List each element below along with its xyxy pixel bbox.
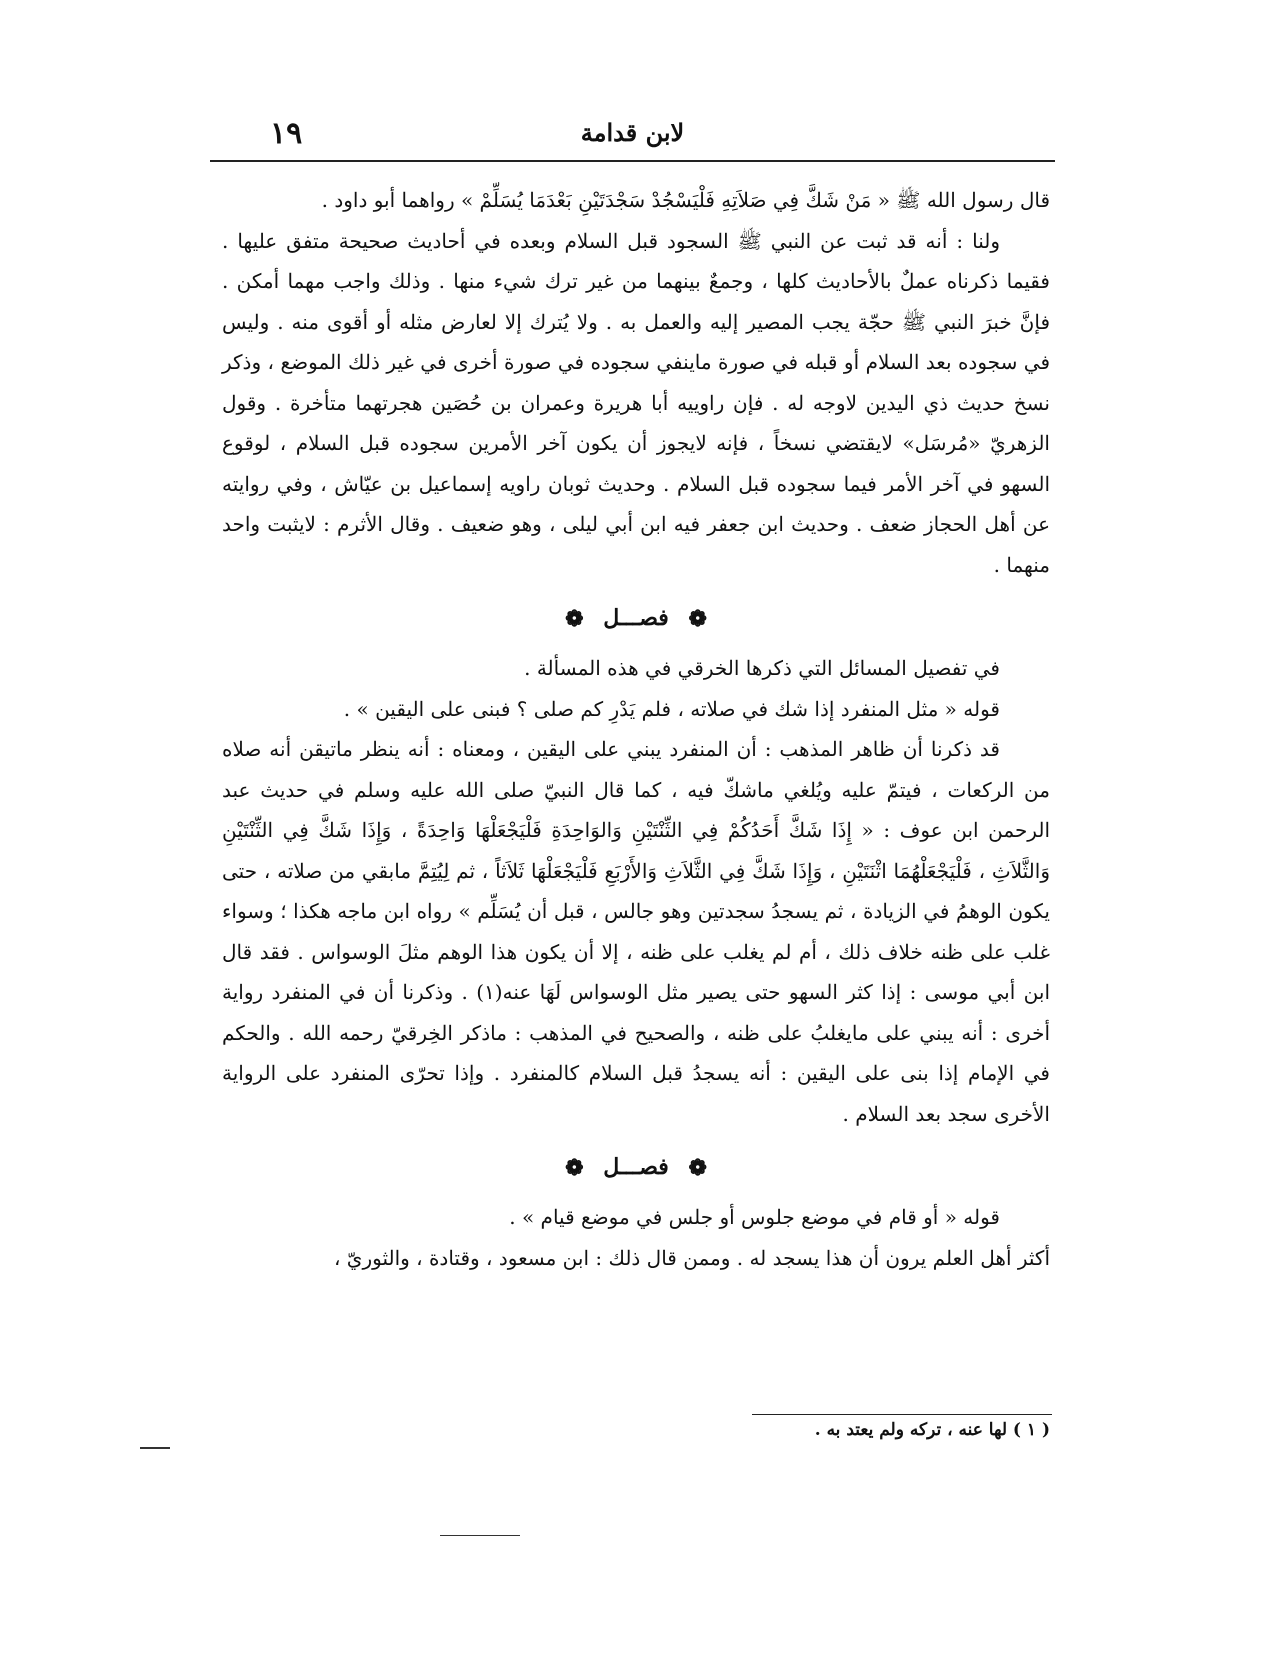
ornament-icon: ❁	[688, 606, 707, 632]
section-heading-label: فصـــل	[603, 1154, 669, 1180]
margin-mark	[140, 1447, 170, 1449]
section-heading-label: فصـــل	[603, 605, 669, 631]
bottom-rule	[440, 1535, 520, 1536]
page-header	[210, 110, 1055, 160]
section-intro: في تفصيل المسائل التي ذكرها الخرقي في هذه المسألة .	[524, 656, 1000, 680]
footnote-rule	[752, 1414, 1052, 1415]
paragraph-argument: ولنا : أنه قد ثبت عن النبي ﷺ السجود قبل السلام وبعده في أحاديث صحيحة متفق عليها . فقيما ذكرناه عملٌ بالأحاديث كلها ، وجمعٌ بينهما من غير ترك شيء منها . وذلك واجب مهما أمكن . فإنَّ خبرَ النبي ﷺ حجّة يجب المصير إليه والعمل به . ولا يُترك إلا لعارض مثله أو أقوى منه . وليس في سجوده بعد السلام أو قبله في صورة ماينفي سجوده في صورة أخرى في غير ذلك الموضع ، وذكر نسخ حديث ذي اليدين لاوجه له . فإن راوييه أبا هريرة وعمران بن حُصَين هجرتهما متأخرة . وقول الزهريّ «مُرسَل» لايقتضي نسخاً ، فإنه لايجوز أن يكون آخر الأمرين سجوده قبل السلام ، لوقوع السهو في آخر الأمر فيما سجوده قبل السلام . وحديث ثوبان راويه إسماعيل بن عيّاش ، وفي روايته عن أهل الحجاز ضعف . وحديث ابن جعفر فيه ابن أبي ليلى ، وهو ضعيف . وقال الأثرم : لايثبت واحد منهما .	[222, 228, 1050, 577]
ornament-icon: ❁	[565, 1155, 584, 1181]
section-quote: قوله « مثل المنفرد إذا شك في صلاته ، فلم يَدْرِ كم صلى ؟ فبنى على اليقين » .	[343, 696, 1000, 721]
running-title: لابن قدامة	[580, 118, 685, 147]
section-quote: قوله « أو قام في موضع جلوس أو جلس في موضع قيام » .	[509, 1205, 1000, 1229]
main-text	[222, 180, 1050, 1278]
ornament-icon: ❁	[688, 1155, 707, 1181]
section-heading-1	[222, 595, 1050, 642]
header-rule	[210, 160, 1055, 162]
section-body: أكثر أهل العلم يرون أن هذا يسجد له . وممن قال ذلك : ابن مسعود ، وقتادة ، والثوريّ ،	[333, 1245, 1050, 1270]
footnote: ( ١ ) لها عنه ، تركه ولم يعتد به .	[814, 1420, 1050, 1440]
paragraph-hadith-quote: قال رسول الله ﷺ « مَنْ شَكَّ فِي صَلاَتِهِ فَلْيَسْجُدْ سَجْدَتَيْنِ بَعْدَمَا يُسَلِّمْ » رواهما أبو داود .	[321, 188, 1050, 212]
page-number: ١٩	[270, 116, 303, 151]
section-heading-2	[222, 1144, 1050, 1191]
section-body: قد ذكرنا أن ظاهر المذهب : أن المنفرد يبني على اليقين ، ومعناه : أنه ينظر ماتيقن أنه صلاه من الركعات ، فيتمّ عليه ويُلغي ماشكّ فيه ، كما قال النبيّ صلى الله عليه وسلم في حديث عبد الرحمن ابن عوف : « إِذَا شَكَّ أَحَدُكُمْ فِي الثِّنْتَيْنِ وَالوَاحِدَةِ فَلْيَجْعَلْهَا وَاحِدَةً ، وَإِذَا شَكَّ فِي الثِّنْتَيْنِ وَالثَّلاَثِ ، فَلْيَجْعَلْهُمَا اثْنَتَيْنِ ، وَإِذَا شَكَّ فِي الثَّلاَثِ وَالأَرْبَعِ فَلْيَجْعَلْهَا ثَلاَثاً ، ثم لِيُتِمَّ مابقي من صلاته ، حتى يكون الوهمُ في الزيادة ، ثم يسجدُ سجدتين وهو جالس ، قبل أن يُسَلِّم » رواه ابن ماجه هكذا ؛ وسواء غلب على ظنه خلاف ذلك ، أم لم يغلب على ظنه ، إلا أن يكون هذا الوهم مثلَ الوسواس . فقد قال ابن أبي موسى : إذا كثر السهو حتى يصير مثل الوسواس لَهَا عنه(١) . وذكرنا أن في المنفرد رواية أخرى : أنه يبني على مايغلبُ على ظنه ، والصحيح في المذهب : ماذكر الخِرقيّ رحمه الله . والحكم في الإمام إذا بنى على اليقين : أنه يسجدُ قبل السلام كالمنفرد . وإذا تحرّى المنفرد على الرواية الأخرى سجد بعد السلام .	[222, 737, 1050, 1126]
ornament-icon: ❁	[565, 606, 584, 632]
